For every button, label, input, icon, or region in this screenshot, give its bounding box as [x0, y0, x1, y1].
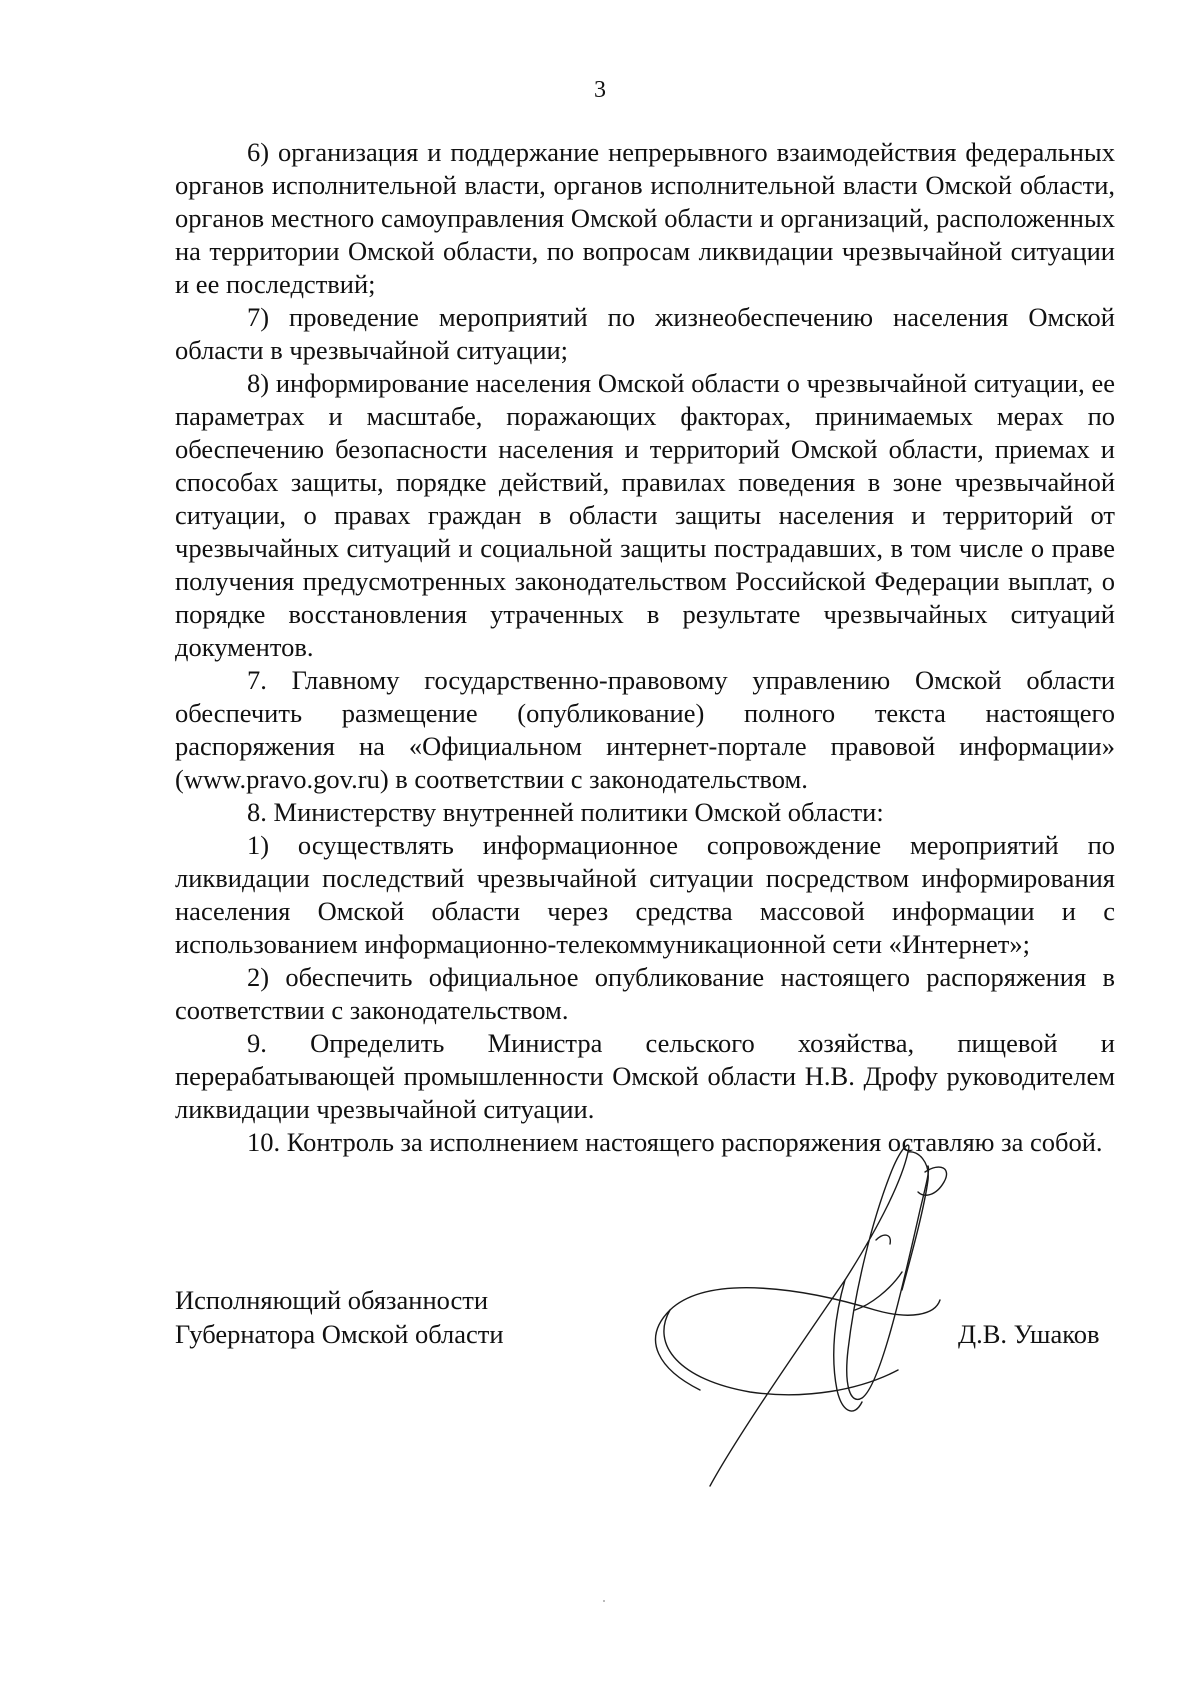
paragraph-clause-10: 10. Контроль за исполнением настоящего распоряжения оставляю за собой.	[247, 1127, 1103, 1157]
paragraph-clause-8: 8. Министерству внутренней политики Омской области:	[247, 797, 884, 827]
signatory-name: Д.В. Ушаков	[958, 1319, 1100, 1349]
scan-speck	[603, 1600, 605, 1602]
signatory-title-line-2: Губернатора Омской области	[175, 1319, 504, 1349]
paragraph-7-item: 7) проведение мероприятий по жизнеобеспечению населения Омской области в чрезвычайной ситуации;	[175, 302, 1115, 365]
signatory-title-line-1: Исполняющий обязанности	[175, 1285, 489, 1315]
paragraph-6-item: 6) организация и поддержание непрерывного взаимодействия федеральных органов исполнительной власти, органов исполнительной власти Омской области, органов местного самоуправления Омской области и организаций, расположенных на территории Омской области, по вопросам ликвидации чрезвычайной ситуации и ее последствий;	[175, 137, 1115, 299]
paragraph-8-item: 8) информирование населения Омской области о чрезвычайной ситуации, ее параметрах и масштабе, поражающих факторах, принимаемых мерах по обеспечению безопасности населения и территорий Омской области, приемах и способах защиты, порядке действий, правилах поведения в зоне чрезвычайной ситуации, о правах граждан в области защиты населения и территорий от чрезвычайных ситуаций и социальной защиты пострадавших, в том числе о праве получения предусмотренных законодательством Российской Федерации выплат, о порядке восстановления утраченных в результате чрезвычайных ситуаций документов.	[175, 368, 1115, 662]
paragraph-clause-7: 7. Главному государственно-правовому управлению Омской области обеспечить размещение (опубликование) полного текста настоящего распоряжения на «Официальном интернет-портале правовой информации» (www.pravo.gov.ru) в соответствии с законодательством.	[175, 665, 1115, 794]
document-body	[175, 136, 1115, 1159]
page-number: 3	[594, 77, 606, 103]
paragraph-clause-8-item-1: 1) осуществлять информационное сопровождение мероприятий по ликвидации последствий чрезвычайной ситуации посредством информирования населения Омской области через средства массовой информации и с использованием информационно-телекоммуникационной сети «Интернет»;	[175, 830, 1115, 959]
paragraph-clause-8-item-2: 2) обеспечить официальное опубликование настоящего распоряжения в соответствии с законодательством.	[175, 962, 1115, 1025]
handwritten-signature-icon	[640, 1140, 970, 1500]
paragraph-clause-9: 9. Определить Министра сельского хозяйства, пищевой и перерабатывающей промышленности Омской области Н.В. Дрофу руководителем ликвидации чрезвычайной ситуации.	[175, 1028, 1115, 1124]
signatory-title	[175, 1283, 504, 1351]
